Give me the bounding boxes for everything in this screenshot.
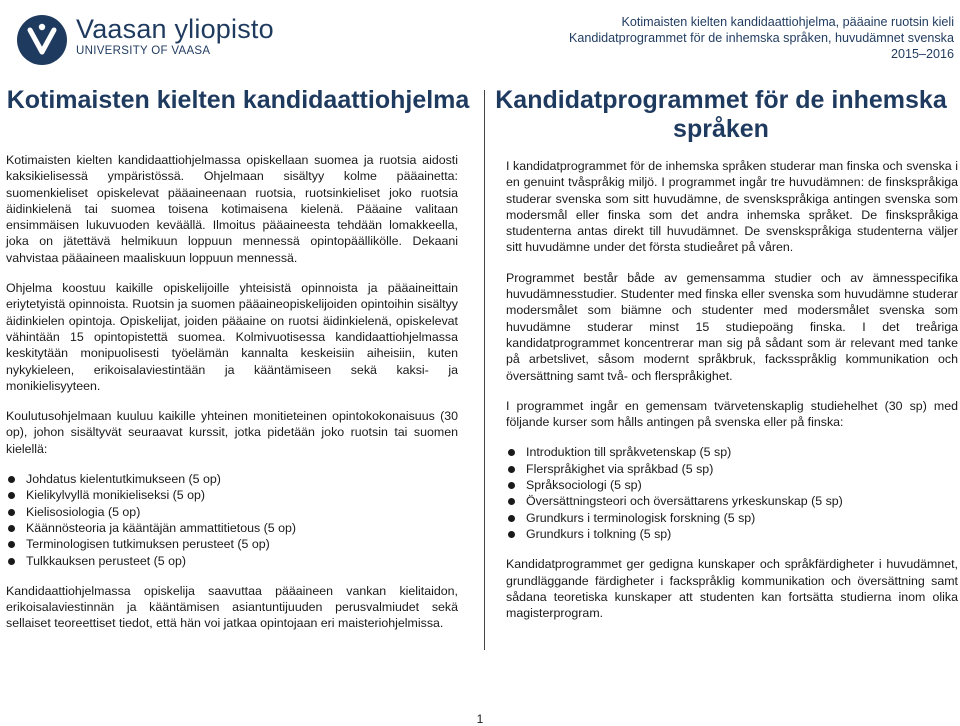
- bullet-icon: [508, 515, 515, 522]
- course-item: [506, 444, 958, 460]
- course-label: Käännösteoria ja kääntäjän ammattitietous (5 op): [26, 520, 296, 535]
- bullet-icon: [508, 531, 515, 538]
- course-item: [506, 461, 958, 477]
- right-paragraph: I programmet ingår en gemensam tvärvetenskaplig studiehelhet (30 sp) med följande kurser som hålls antingen på svenska eller på finska:: [506, 398, 958, 430]
- course-label: Tulkkauksen perusteet (5 op): [26, 553, 187, 568]
- course-label: Terminologisen tutkimuksen perusteet (5 op): [26, 537, 270, 552]
- course-item: [6, 487, 458, 503]
- course-label: Grundkurs i terminologisk forskning (5 sp): [526, 510, 756, 525]
- left-paragraph: Ohjelma koostuu kaikille opiskelijoille yhteisistä opinnoista ja pääaineittain eriytetyistä opinnoista. Ruotsin ja suomen pääaineopiskelijoiden opintoihin sisältyy äidinkielen opintoja. Opiskelijat, joiden pääaine on ruotsi äidinkielenä, opiskelevat vähintään 15 opintopistettä suomea. Kolmivuotisessa kandidaattiohjelmassa keskitytään monipuolisesti työelämän kannalta keskeisiin aiheisiin, kuten nykykieleen, erikoisalaviestintään ja kääntämiseen sekä kaksi- ja monikielisyyteen.: [6, 281, 458, 393]
- right-column-body: [506, 158, 958, 635]
- course-item: [6, 471, 458, 487]
- course-label: Flerspråkighet via språkbad (5 sp): [526, 461, 714, 476]
- bullet-icon: [508, 449, 515, 456]
- course-item: [506, 526, 958, 542]
- left-paragraph: Koulutusohjelmaan kuuluu kaikille yhteinen monitieteinen opintokokonaisuus (30 op), johon sisältyvät seuraavat kurssit, jotka pidetään joko ruotsin tai suomen kielellä:: [6, 409, 458, 456]
- bullet-icon: [8, 492, 15, 499]
- course-label: Grundkurs i tolkning (5 sp): [526, 526, 672, 541]
- bullet-icon: [8, 558, 15, 565]
- university-logo: [16, 14, 274, 66]
- header-academic-year: 2015–2016: [890, 47, 954, 61]
- bullet-icon: [508, 498, 515, 505]
- right-course-list: [506, 444, 958, 542]
- course-item: [6, 553, 458, 569]
- right-column-title: Kandidatprogrammet för de inhemska språken: [495, 86, 947, 143]
- page-number: 1: [476, 712, 484, 726]
- bullet-icon: [8, 525, 15, 532]
- course-label: Johdatus kielentutkimukseen (5 op): [26, 472, 221, 487]
- left-course-list: [6, 471, 458, 569]
- course-label: Översättningsteori och översättarens yrkeskunskap (5 sp): [526, 494, 843, 509]
- right-paragraph: Programmet består både av gemensamma studier och av ämnesspecifika huvudämnesstudier. Studenter med finska eller svenska som huvudämne studerar modersmålet som biämne och studenter med modersmålet svenska som huvudämne studerar minst 15 studiepoäng finska. I det treåriga kandidatprogrammet koncentrerar man sig på sådant som är relevant med tanke på arbetslivet, såsom modernt språkbruk, facksspråklig kommunikation och översättning samt två- och flerspråkighet.: [506, 270, 958, 383]
- header-line-finnish: Kotimaisten kielten kandidaattiohjelma, pääaine ruotsin kieli: [621, 15, 954, 29]
- bullet-icon: [508, 482, 515, 489]
- column-divider: [484, 90, 485, 650]
- course-item: [6, 520, 458, 536]
- left-column-title: Kotimaisten kielten kandidaattiohjelma: [6, 86, 470, 114]
- right-paragraph: I kandidatprogrammet för de inhemska språken studerar man finska och svenska i en genuint tvåspråkig miljö. I programmet ingår tre huvudämnen: de finskspråkiga studerar svenska som sitt huvudämne, de svenskspråkiga antingen svenska som modersmål eller finska som det andra inhemska språket. De finskspråkiga studenterna antas direkt till huvudämnet. De svenskspråkiga studenterna väljer sitt huvudämne under det första studieåret på våren.: [506, 159, 958, 255]
- course-item: [506, 493, 958, 509]
- bullet-icon: [508, 466, 515, 473]
- bullet-icon: [8, 541, 15, 548]
- bullet-icon: [8, 509, 15, 516]
- course-item: [6, 536, 458, 552]
- course-label: Språksociologi (5 sp): [526, 478, 642, 493]
- course-item: [6, 504, 458, 520]
- course-label: Introduktion till språkvetenskap (5 sp): [526, 445, 732, 460]
- left-closing-paragraph: Kandidaattiohjelmassa opiskelija saavuttaa pääaineen vankan kielitaidon, erikoisalaviestinnän ja kääntämisen asiantuntijuuden perusvalmiudet sekä sellaiset teoreettiset tiedot, että hän voi jatkaa opintojaan eri maisteriohjelmissa.: [6, 583, 458, 631]
- course-item: [506, 510, 958, 526]
- course-label: Kielisosiologia (5 op): [26, 504, 141, 519]
- logo-english-name: UNIVERSITY OF VAASA: [76, 45, 211, 57]
- vaasa-logo-mark-icon: [16, 14, 68, 66]
- logo-name: Vaasan yliopisto: [76, 14, 274, 44]
- document-header: [569, 14, 954, 62]
- course-item: [506, 477, 958, 493]
- bullet-icon: [8, 476, 15, 483]
- course-label: Kielikylvyllä monikieliseksi (5 op): [26, 488, 206, 503]
- right-closing-paragraph: Kandidatprogrammet ger gedigna kunskaper och språkfärdigheter i huvudämnet, grundläggande färdigheter i fackspråklig kommunikation och översättning samt sådana teoretiska kunskaper att studenten kan fortsätta studierna inom olika magisterprogram.: [506, 557, 958, 621]
- left-paragraph: Kotimaisten kielten kandidaattiohjelmassa opiskellaan suomea ja ruotsia aidosti kaksikielisessä ympäristössä. Ohjelmaan sisältyy kolme pääainetta: suomenkieliset opiskelevat pääaineenaan ruotsia, ruotsinkieliset joko ruotsia äidinkielenä tai suomea toisena kotimaisena kielenä. Pääaine valitaan ensimmäisen lukuvuoden keväällä. Ilmoitus pääaineesta tehdään lomakkeella, joka on jätettävä helmikuun loppuun mennessä opintopäällikölle. Dekaani vahvistaa pääaineen maaliskuun loppuun mennessä.: [6, 153, 458, 265]
- left-column-body: [6, 152, 458, 646]
- header-line-swedish: Kandidatprogrammet för de inhemska språken, huvudämnet svenska: [568, 31, 954, 45]
